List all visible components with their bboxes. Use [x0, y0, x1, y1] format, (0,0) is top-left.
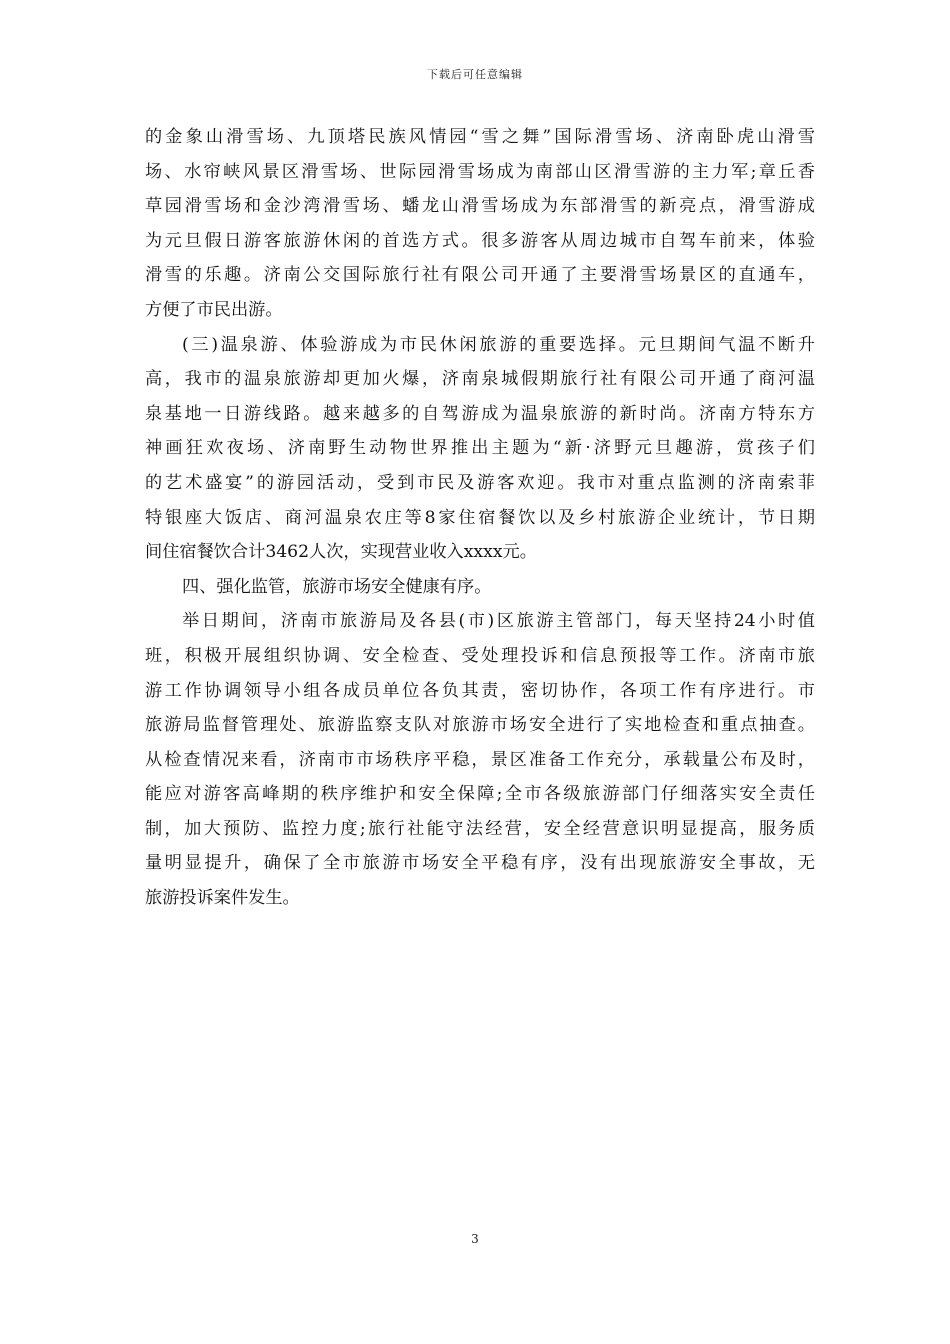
text-line: 制，加大预防、监控力度;旅行社能守法经营，安全经营意识明显提高，服务质: [145, 818, 815, 839]
text-line: 特银座大饭店、商河温泉农庄等8家住宿餐饮以及乡村旅游企业统计，节日期: [145, 507, 815, 528]
document-body: [145, 120, 815, 916]
text-line: 量明显提升，确保了全市旅游市场安全平稳有序，没有出现旅游安全事故，无: [145, 853, 815, 874]
text-line: 的艺术盛宴”的游园活动，受到市民及游客欢迎。我市对重点监测的济南索菲: [145, 472, 815, 493]
text-line: 间住宿餐饮合计3462人次，实现营业收入xxxx元。: [145, 542, 537, 563]
page-header: 下载后可任意编辑: [427, 68, 523, 81]
paragraph-hot-springs: [145, 328, 815, 570]
text-line: 方便了市民出游。: [145, 299, 283, 320]
paragraph-ski-resorts: [145, 120, 815, 328]
text-line: 从检查情况来看，济南市市场秩序平稳，景区准备工作充分，承载量公布及时，: [145, 749, 815, 770]
text-line: 泉基地一日游线路。越来越多的自驾游成为温泉旅游的新时尚。济南方特东方: [145, 403, 815, 424]
page-number: 3: [471, 1232, 479, 1246]
text-line: 旅游局监督管理处、旅游监察支队对旅游市场安全进行了实地检查和重点抽查。: [145, 715, 815, 736]
text-line: 为元旦假日游客旅游休闲的首选方式。很多游客从周边城市自驾车前来，体验: [145, 230, 815, 251]
section-heading-supervision: [145, 570, 815, 605]
text-line: (三)温泉游、体验游成为市民休闲旅游的重要选择。元旦期间气温不断升: [182, 334, 815, 355]
text-line: 高，我市的温泉旅游却更加火爆，济南泉城假期旅行社有限公司开通了商河温: [145, 369, 815, 390]
text-line: 班，积极开展组织协调、安全检查、受处理投诉和信息预报等工作。济南市旅: [145, 645, 815, 666]
text-line: 滑雪的乐趣。济南公交国际旅行社有限公司开通了主要滑雪场景区的直通车，: [145, 265, 815, 286]
text-line: 四、强化监管，旅游市场安全健康有序。: [182, 576, 492, 597]
text-line: 游工作协调领导小组各成员单位各负其责，密切协作，各项工作有序进行。市: [145, 680, 815, 701]
paragraph-supervision: [145, 604, 815, 915]
text-line: 能应对游客高峰期的秩序维护和安全保障;全市各级旅游部门仔细落实安全责任: [145, 784, 815, 805]
text-line: 神画狂欢夜场、济南野生动物世界推出主题为“新·济野元旦趣游，赏孩子们: [145, 438, 815, 459]
text-line: 草园滑雪场和金沙湾滑雪场、蟠龙山滑雪场成为东部滑雪的新亮点，滑雪游成: [145, 196, 815, 217]
text-line: 旅游投诉案件发生。: [145, 888, 300, 909]
text-line: 的金象山滑雪场、九顶塔民族风情园“雪之舞”国际滑雪场、济南卧虎山滑雪: [145, 127, 815, 147]
text-line: 举日期间，济南市旅游局及各县(市)区旅游主管部门，每天坚持24小时值: [182, 611, 815, 632]
text-line: 场、水帘峡风景区滑雪场、世际园滑雪场成为南部山区滑雪游的主力军;章丘香: [145, 161, 815, 182]
